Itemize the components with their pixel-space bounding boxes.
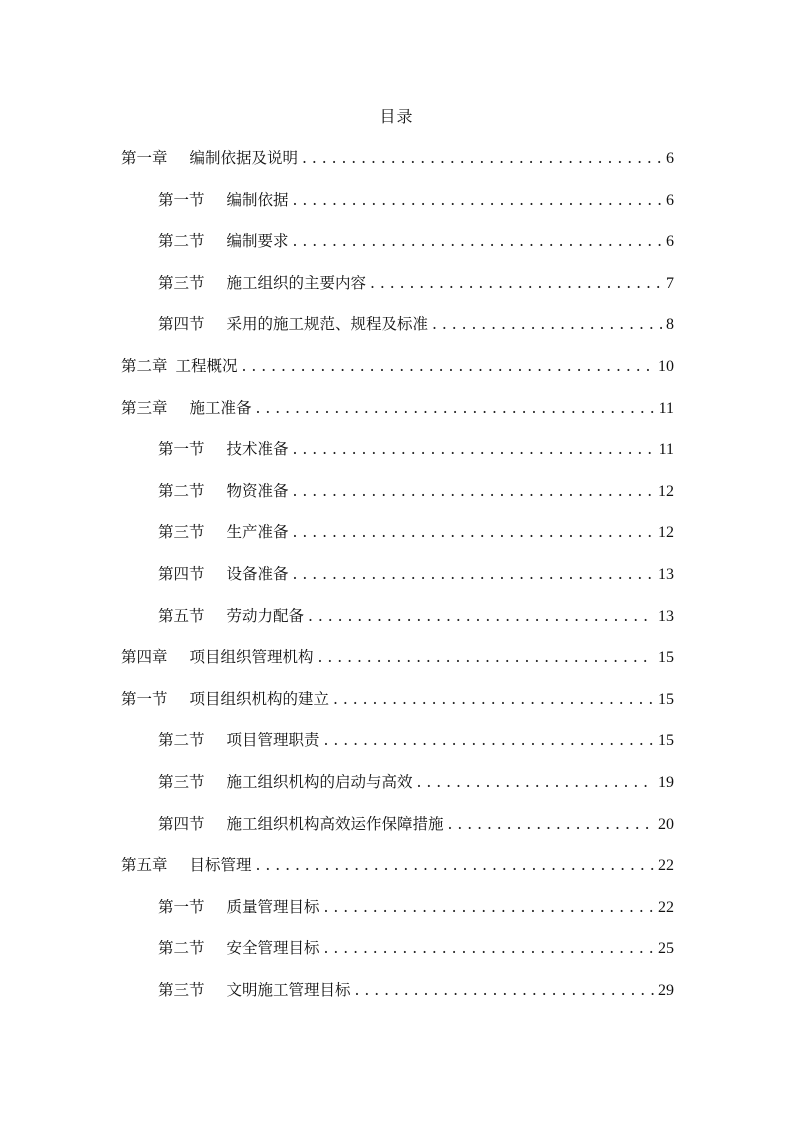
toc-section-entry[interactable] — [121, 604, 674, 646]
entry-title: 编制要求 — [226, 232, 289, 251]
entry-title: 物资准备 — [226, 481, 289, 500]
dot-leader — [432, 315, 662, 333]
toc-chapter-entry[interactable] — [121, 396, 674, 438]
dot-leader — [293, 232, 662, 250]
dot-leader — [293, 191, 662, 209]
entry-page-number: 12 — [658, 482, 674, 500]
entry-title: 编制依据 — [226, 190, 289, 209]
toc-section-entry[interactable] — [121, 562, 674, 604]
entry-title: 项目组织管理机构 — [189, 648, 314, 667]
dot-leader — [256, 399, 655, 417]
entry-page-number: 25 — [658, 940, 674, 958]
entry-number: 第一节 — [158, 440, 205, 459]
toc-section-entry[interactable] — [121, 895, 674, 937]
entry-page-number: 15 — [658, 690, 674, 708]
entry-number: 第二节 — [158, 939, 205, 958]
entry-page-number: 29 — [658, 981, 674, 999]
entry-page-number: 7 — [666, 274, 674, 292]
table-of-contents — [121, 146, 674, 1019]
entry-page-number: 19 — [658, 773, 674, 791]
toc-section-entry[interactable] — [121, 188, 674, 230]
entry-title: 生产准备 — [226, 523, 289, 542]
toc-section-entry[interactable] — [121, 812, 674, 854]
entry-page-number: 22 — [658, 857, 674, 875]
entry-number: 第四节 — [158, 814, 205, 833]
dot-leader — [448, 815, 654, 833]
entry-title: 编制依据及说明 — [189, 149, 299, 167]
entry-title: 目标管理 — [189, 856, 252, 875]
dot-leader — [324, 731, 654, 749]
toc-title: 目录 — [379, 107, 414, 126]
dot-leader — [318, 648, 654, 666]
entry-number: 第五节 — [158, 606, 205, 625]
toc-chapter-entry[interactable] — [121, 687, 674, 729]
entry-title: 采用的施工规范、规程及标准 — [226, 315, 429, 334]
entry-number: 第二节 — [158, 481, 205, 500]
entry-title: 安全管理目标 — [226, 939, 320, 958]
entry-number: 第三节 — [158, 980, 205, 999]
dot-leader — [370, 274, 662, 292]
dot-leader — [293, 482, 654, 500]
entry-page-number: 15 — [658, 732, 674, 750]
dot-leader — [242, 357, 654, 375]
entry-title: 项目管理职责 — [226, 731, 320, 750]
dot-leader — [256, 856, 654, 874]
entry-title: 质量管理目标 — [226, 897, 320, 916]
entry-page-number: 22 — [658, 898, 674, 916]
toc-section-entry[interactable] — [121, 479, 674, 521]
entry-title: 施工组织的主要内容 — [226, 273, 367, 292]
toc-section-entry[interactable] — [121, 936, 674, 978]
dot-leader — [293, 440, 655, 458]
entry-title: 项目组织机构的建立 — [189, 689, 330, 708]
dot-leader — [355, 981, 654, 999]
entry-title: 施工组织机构的启动与高效 — [226, 772, 413, 791]
entry-page-number: 10 — [658, 357, 674, 375]
entry-page-number: 13 — [658, 607, 674, 625]
entry-number: 第三节 — [158, 772, 205, 791]
entry-page-number: 6 — [666, 150, 674, 167]
dot-leader — [324, 939, 654, 957]
entry-number: 第三节 — [158, 273, 205, 292]
entry-page-number: 15 — [658, 649, 674, 667]
dot-leader — [417, 773, 654, 791]
toc-section-entry[interactable] — [121, 312, 674, 354]
entry-number: 第三章 — [121, 398, 168, 417]
entry-title: 设备准备 — [226, 564, 289, 583]
dot-leader — [324, 898, 654, 916]
toc-chapter-entry[interactable] — [121, 645, 674, 687]
dot-leader — [308, 607, 654, 625]
entry-title: 工程概况 — [175, 356, 238, 375]
dot-leader — [302, 149, 662, 167]
entry-number: 第二章 — [121, 356, 168, 375]
entry-page-number: 20 — [658, 815, 674, 833]
entry-page-number: 11 — [658, 399, 674, 417]
entry-title: 劳动力配备 — [226, 606, 305, 625]
entry-number: 第一节 — [158, 897, 205, 916]
entry-page-number: 12 — [658, 524, 674, 542]
entry-title: 文明施工管理目标 — [226, 980, 351, 999]
entry-number: 第五章 — [121, 856, 168, 875]
toc-section-entry[interactable] — [121, 728, 674, 770]
toc-section-entry[interactable] — [121, 770, 674, 812]
entry-title: 施工组织机构高效运作保障措施 — [226, 814, 444, 833]
toc-section-entry[interactable] — [121, 978, 674, 1020]
entry-number: 第一节 — [158, 190, 205, 209]
toc-section-entry[interactable] — [121, 271, 674, 313]
dot-leader — [293, 523, 654, 541]
entry-title: 技术准备 — [226, 440, 289, 459]
entry-number: 第一章 — [121, 149, 168, 167]
entry-number: 第四章 — [121, 648, 168, 667]
entry-page-number: 6 — [666, 191, 674, 209]
dot-leader — [333, 690, 654, 708]
entry-number: 第四节 — [158, 564, 205, 583]
toc-chapter-entry[interactable] — [121, 853, 674, 895]
entry-page-number: 13 — [658, 565, 674, 583]
entry-page-number: 11 — [658, 441, 674, 459]
entry-page-number: 6 — [666, 233, 674, 251]
toc-chapter-entry[interactable] — [121, 354, 674, 396]
entry-number: 第二节 — [158, 731, 205, 750]
toc-section-entry[interactable] — [121, 520, 674, 562]
entry-number: 第二节 — [158, 232, 205, 251]
entry-number: 第四节 — [158, 315, 205, 334]
toc-chapter-entry[interactable] — [121, 146, 674, 188]
entry-number: 第一节 — [121, 689, 168, 708]
entry-number: 第三节 — [158, 523, 205, 542]
entry-title: 施工准备 — [189, 398, 252, 417]
entry-page-number: 8 — [666, 316, 674, 334]
dot-leader — [293, 565, 654, 583]
toc-section-entry[interactable] — [121, 229, 674, 271]
toc-section-entry[interactable] — [121, 437, 674, 479]
